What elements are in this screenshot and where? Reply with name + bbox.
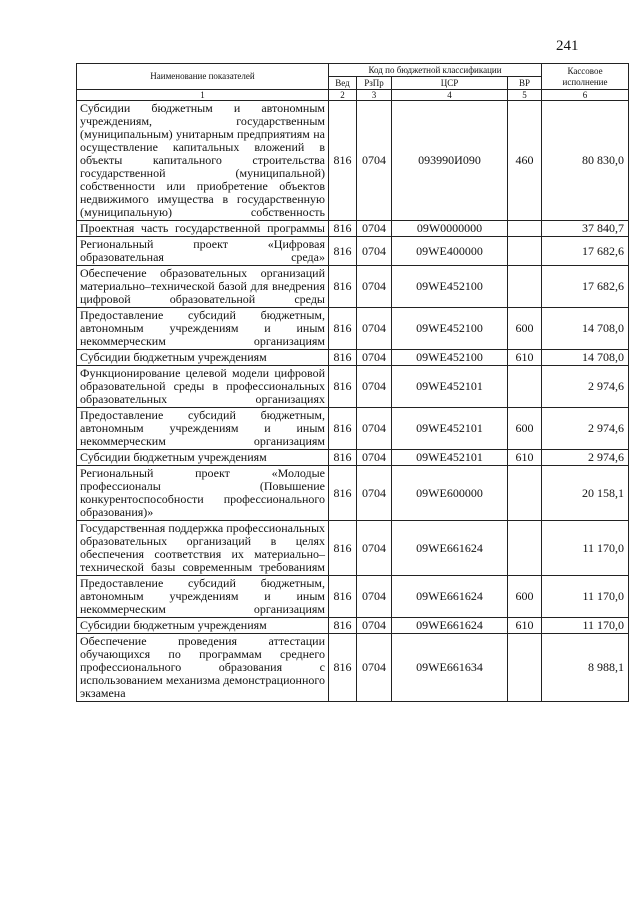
header-csr: ЦСР [392,77,508,90]
row-ved: 816 [329,450,357,466]
column-number: 2 [329,90,357,101]
row-amount: 17 682,6 [542,266,629,308]
row-name: Субсидии бюджетным учреждениям [77,450,329,466]
row-amount: 11 170,0 [542,521,629,576]
row-name: Государственная поддержка профессиональных образовательных организаций в целях обеспечения соответствия их материально–технической базы современным требованиям [77,521,329,576]
row-rzpr: 0704 [357,576,392,618]
row-csr: 09WE452100 [392,308,508,350]
header-vr: ВР [508,77,542,90]
row-amount: 14 708,0 [542,308,629,350]
row-ved: 816 [329,576,357,618]
row-name: Субсидии бюджетным учреждениям [77,618,329,634]
row-csr: 09WE452100 [392,350,508,366]
row-rzpr: 0704 [357,266,392,308]
row-rzpr: 0704 [357,366,392,408]
row-vr: 610 [508,350,542,366]
row-rzpr: 0704 [357,634,392,702]
row-amount: 14 708,0 [542,350,629,366]
row-vr [508,221,542,237]
row-name: Региональный проект «Цифровая образовательная среда» [77,237,329,266]
row-name: Проектная часть государственной программы [77,221,329,237]
header-code: Код по бюджетной классификации [329,64,542,77]
row-rzpr: 0704 [357,521,392,576]
row-amount: 20 158,1 [542,466,629,521]
row-amount: 2 974,6 [542,450,629,466]
column-number: 6 [542,90,629,101]
row-ved: 816 [329,408,357,450]
row-name: Предоставление субсидий бюджетным, автономным учреждениям и иным некоммерческим организациям [77,308,329,350]
row-vr: 600 [508,308,542,350]
row-ved: 816 [329,521,357,576]
row-csr: 09WE661624 [392,576,508,618]
row-ved: 816 [329,308,357,350]
row-amount: 8 988,1 [542,634,629,702]
row-ved: 816 [329,634,357,702]
row-amount: 17 682,6 [542,237,629,266]
row-rzpr: 0704 [357,350,392,366]
row-rzpr: 0704 [357,101,392,221]
row-ved: 816 [329,221,357,237]
table-row [77,450,629,466]
table-row [77,634,629,702]
row-csr: 09WE661624 [392,521,508,576]
row-rzpr: 0704 [357,308,392,350]
row-vr [508,466,542,521]
row-amount: 2 974,6 [542,366,629,408]
table-row [77,221,629,237]
row-amount: 80 830,0 [542,101,629,221]
row-amount: 37 840,7 [542,221,629,237]
table-row [77,576,629,618]
row-csr: 09WE600000 [392,466,508,521]
row-vr [508,266,542,308]
row-name: Обеспечение проведения аттестации обучающихся по программам среднего профессионального образования с использованием механизма демонстрационного экзамена [77,634,329,702]
row-name: Региональный проект «Молодые профессионалы (Повышение конкурентоспособности профессионального образования)» [77,466,329,521]
row-csr: 09W0000000 [392,221,508,237]
table-row [77,618,629,634]
row-name: Субсидии бюджетным и автономным учреждениям, государственным (муниципальным) унитарным предприятиям на осуществление капитальных вложений в объекты капитального строительства государственной (муниципальной) собственности или приобретение объектов недвижимого имущества в государственную (муниципальную) собственность [77,101,329,221]
row-csr: 09WE452101 [392,366,508,408]
table-header [77,64,629,101]
row-ved: 816 [329,618,357,634]
row-csr: 093990И090 [392,101,508,221]
header-rzpr: РзПр [357,77,392,90]
row-name: Субсидии бюджетным учреждениям [77,350,329,366]
row-rzpr: 0704 [357,450,392,466]
budget-table [76,63,629,702]
row-csr: 09WE661624 [392,618,508,634]
row-rzpr: 0704 [357,237,392,266]
table-row [77,350,629,366]
row-ved: 816 [329,466,357,521]
row-ved: 816 [329,350,357,366]
column-number: 1 [77,90,329,101]
table-row [77,366,629,408]
row-ved: 816 [329,366,357,408]
table-row [77,408,629,450]
row-vr [508,634,542,702]
table-row [77,237,629,266]
row-name: Предоставление субсидий бюджетным, автономным учреждениям и иным некоммерческим организациям [77,576,329,618]
row-ved: 816 [329,266,357,308]
row-rzpr: 0704 [357,408,392,450]
row-name: Обеспечение образовательных организаций материально–технической базой для внедрения цифровой образовательной среды [77,266,329,308]
row-ved: 816 [329,237,357,266]
row-vr [508,366,542,408]
row-vr: 610 [508,450,542,466]
row-rzpr: 0704 [357,618,392,634]
row-csr: 09WE400000 [392,237,508,266]
row-name: Функционирование целевой модели цифровой образовательной среды в профессиональных образовательных организациях [77,366,329,408]
column-number: 3 [357,90,392,101]
table-row [77,266,629,308]
table-row [77,308,629,350]
column-number: 4 [392,90,508,101]
table-row [77,101,629,221]
page-number: 241 [556,38,579,54]
row-amount: 2 974,6 [542,408,629,450]
row-vr [508,521,542,576]
row-vr: 610 [508,618,542,634]
row-csr: 09WE661634 [392,634,508,702]
row-rzpr: 0704 [357,466,392,521]
row-vr: 600 [508,408,542,450]
row-name: Предоставление субсидий бюджетным, автономным учреждениям и иным некоммерческим организациям [77,408,329,450]
table-row [77,521,629,576]
row-amount: 11 170,0 [542,618,629,634]
row-ved: 816 [329,101,357,221]
header-amount: Кассовое исполнение [542,64,629,90]
row-vr: 460 [508,101,542,221]
row-amount: 11 170,0 [542,576,629,618]
table-row [77,466,629,521]
header-ved: Вед [329,77,357,90]
row-rzpr: 0704 [357,221,392,237]
column-number: 5 [508,90,542,101]
row-csr: 09WE452101 [392,408,508,450]
row-vr [508,237,542,266]
row-csr: 09WE452100 [392,266,508,308]
header-name: Наименование показателей [77,64,329,90]
row-csr: 09WE452101 [392,450,508,466]
row-vr: 600 [508,576,542,618]
